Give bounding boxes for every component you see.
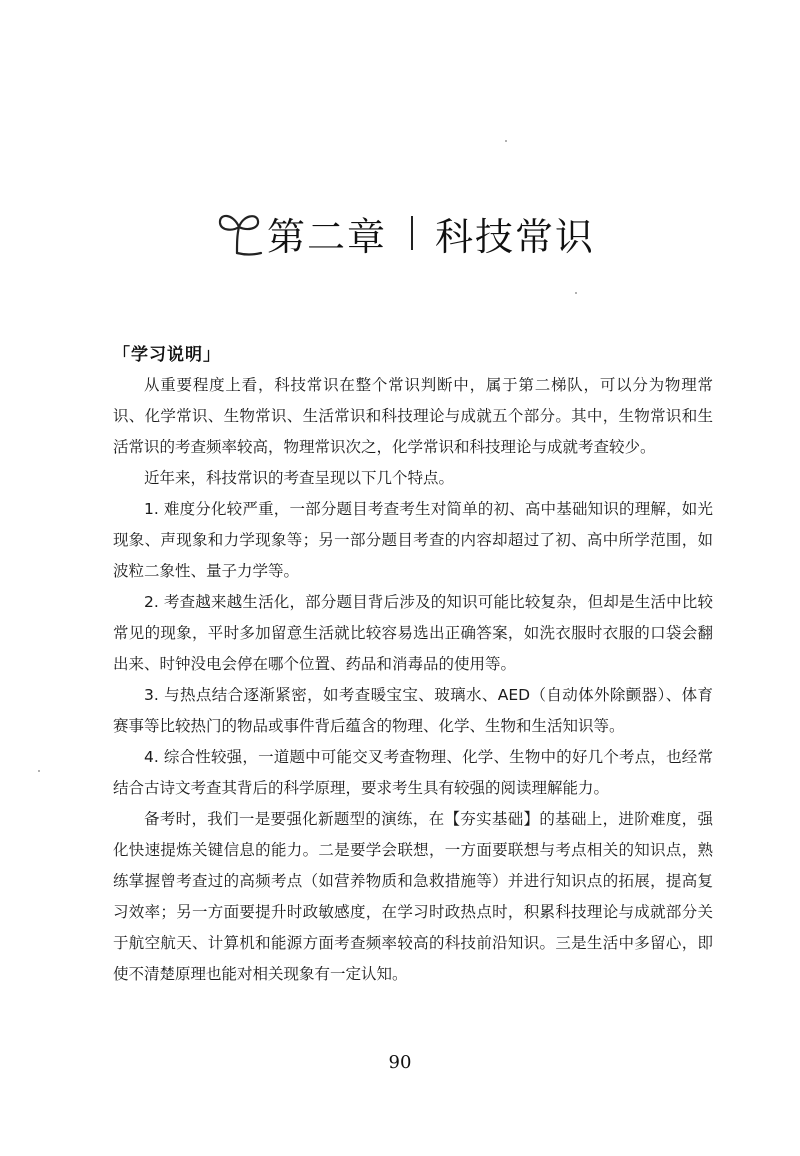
- paragraph-study-advice: 备考时，我们一是要强化新题型的演练，在【夯实基础】的基础上，进阶难度，强化快速提炼关键信息的能力。二是要学会联想，一方面要联想与考点相关的知识点，熟练掌握曾考查过的高频考点（如营养物质和急救措施等）并进行知识点的拓展，提高复习效率；另一方面要提升时政敏感度，在学习时政热点时，积累科技理论与成就部分关于航空航天、计算机和能源方面考查频率较高的科技前沿知识。三是生活中多留心，即使不清楚原理也能对相关现象有一定认知。: [113, 810, 713, 983]
- chapter-header: [215, 198, 595, 268]
- section-heading: 「学习说明」: [113, 345, 221, 365]
- chapter-name: 科技常识: [435, 214, 596, 259]
- paragraph-intro: 从重要程度上看，科技常识在整个常识判断中，属于第二梯队，可以分为物理常识、化学常识、生物常识、生活常识和科技理论与成就五个部分。其中，生物常识和生活常识的考查频率较高，物理常识次之，化学常识和科技理论与成就考查较少。: [113, 376, 713, 456]
- chapter-title: [267, 206, 595, 261]
- paragraph-features-lead: 近年来，科技常识的考查呈现以下几个特点。: [144, 469, 455, 487]
- paragraph-feature-4: 4. 综合性较强，一道题中可能交叉考查物理、化学、生物中的好几个考点，也经常结合古诗文考查其背后的科学原理，要求考生具有较强的阅读理解能力。: [113, 748, 713, 797]
- chapter-separator: [411, 216, 413, 250]
- sprout-icon: [215, 209, 265, 257]
- chapter-number: 第二章: [267, 214, 388, 259]
- paragraph-feature-1: 1. 难度分化较严重，一部分题目考查考生对简单的初、高中基础知识的理解，如光现象、声现象和力学现象等；另一部分题目考查的内容却超过了初、高中所学范围，如波粒二象性、量子力学等。: [113, 500, 713, 580]
- body-text: [113, 370, 713, 990]
- paragraph-feature-2: 2. 考查越来越生活化，部分题目背后涉及的知识可能比较复杂，但却是生活中比较常见的现象，平时多加留意生活就比较容易选出正确答案，如洗衣服时衣服的口袋会翻出来、时钟没电会停在哪个位置、药品和消毒品的使用等。: [113, 593, 713, 673]
- page-number: 90: [388, 1052, 412, 1073]
- paragraph-feature-3: 3. 与热点结合逐渐紧密，如考查暖宝宝、玻璃水、AED（自动体外除颤器）、体育赛事等比较热门的物品或事件背后蕴含的物理、化学、生物和生活知识等。: [113, 686, 713, 735]
